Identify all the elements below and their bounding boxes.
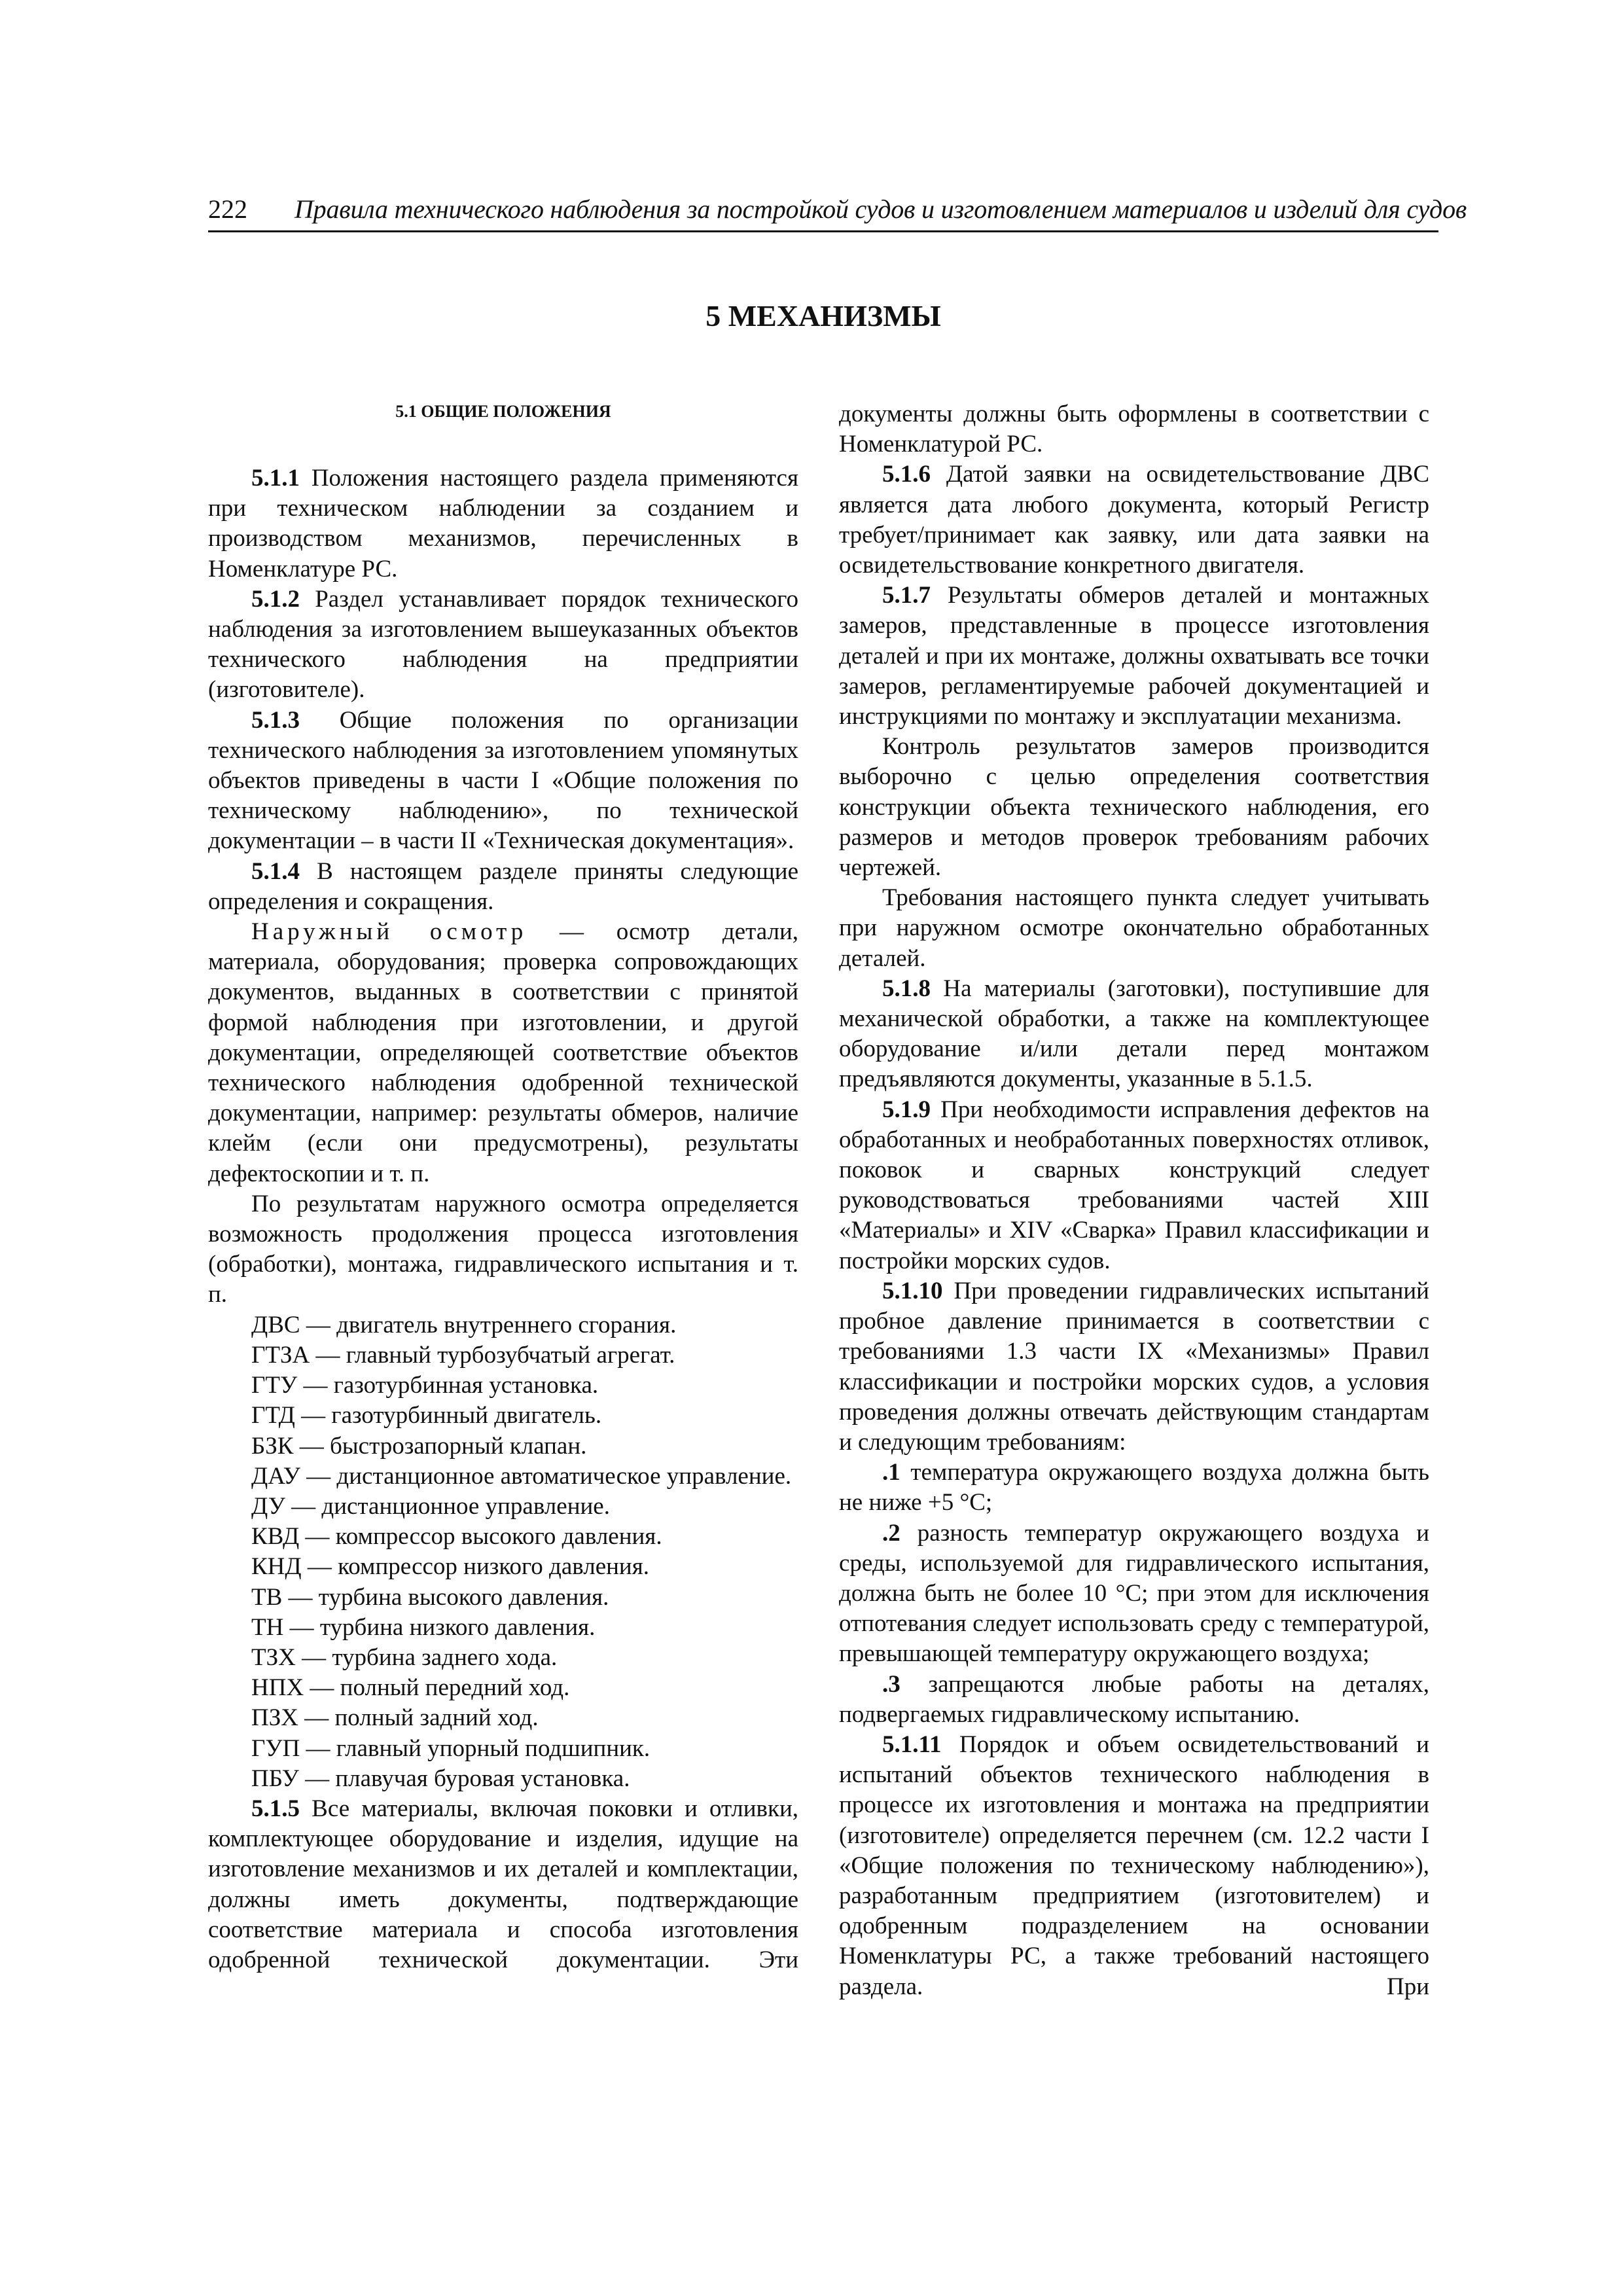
item-text: разность температур окружающего воздуха и среды, используемой для гидравлического испытания, должна быть не более 10 °С; при этом для исключения отпотевания следует использовать среду с температурой, превышающей температуру окружающего воздуха; <box>839 1519 1429 1668</box>
clause-text: Раздел устанавливает порядок технического наблюдения за изготовлением вышеуказанных объектов технического наблюдения на предприятии (изготовителе). <box>208 585 798 704</box>
abbreviation-item: ПЗХ — полный задний ход. <box>251 1704 539 1732</box>
clause-text: Все материалы, включая поковки и отливки, комплектующее оборудование и изделия, идущие на изготовление механизмов и их деталей и комплектации, должны иметь документы, подтверждающие соответствие материала и способа изготовления одобренной технической документации. Эти <box>208 1795 798 1973</box>
clause-number: 5.1.1 <box>251 465 300 492</box>
abbreviation-item: НПХ — полный передний ход. <box>251 1674 570 1702</box>
definition-outer-inspection <box>208 917 798 1189</box>
paragraph-requirements: Требования настоящего пункта следует учитывать при наружном осмотре окончательно обработанных деталей. <box>839 884 1429 972</box>
page-header <box>208 194 1467 232</box>
abbreviation-item: ДУ — дистанционное управление. <box>251 1492 610 1520</box>
paragraph-5-1-2 <box>208 584 798 706</box>
clause-number: 5.1.6 <box>882 461 931 488</box>
clause-number: 5.1.5 <box>251 1795 300 1822</box>
paragraph-5-1-10 <box>839 1276 1429 1458</box>
paragraph-results: По результатам наружного осмотра определяется возможность продолжения процесса изготовления (обработки), монтажа, гидравлического испытания и т. п. <box>208 1190 798 1308</box>
paragraph-5-1-8 <box>839 974 1429 1095</box>
paragraph-5-1-6 <box>839 459 1429 581</box>
clause-text: На материалы (заготовки), поступившие для механической обработки, а также на комплектующее оборудование и/или детали перед монтажом предъявляются документы, указанные в 5.1.5. <box>839 975 1429 1093</box>
clause-text: При необходимости исправления дефектов на обработанных и необработанных поверхностях отливок, поковок и сварных конструкций следует руководствоваться требованиями частей XIII «Материалы» и XIV «Сварка» Правил классификации и постройки морских судов. <box>839 1096 1429 1274</box>
abbreviation-list <box>208 1310 798 1794</box>
abbreviation-item: ГТЗА — главный турбозубчатый агрегат. <box>251 1341 675 1369</box>
item-number: .1 <box>882 1459 901 1486</box>
left-column <box>208 399 798 1975</box>
paragraph-5-1-11 <box>839 1730 1429 2002</box>
item-text: запрещаются любые работы на деталях, подвергаемых гидравлическому испытанию. <box>839 1670 1429 1728</box>
running-title: Правила технического наблюдения за постройкой судов и изготовлением материалов и изделий для судов <box>294 194 1467 224</box>
list-item-2 <box>839 1518 1429 1670</box>
abbreviation-item: ГУП — главный упорный подшипник. <box>251 1734 651 1762</box>
paragraph-5-1-3 <box>208 706 798 857</box>
item-text: температура окружающего воздуха должна быть не ниже +5 °С; <box>839 1459 1429 1516</box>
clause-text: В настоящем разделе приняты следующие определения и сокращения. <box>208 857 798 915</box>
clause-number: 5.1.9 <box>882 1096 931 1123</box>
clause-text: Положения настоящего раздела применяются при техническом наблюдении за созданием и производством механизмов, перечисленных в Номенклатуре РС. <box>208 465 798 583</box>
paragraph-5-1-4 <box>208 857 798 917</box>
abbreviation-item: БЗК — быстрозапорный клапан. <box>251 1432 587 1460</box>
clause-number: 5.1.4 <box>251 857 300 885</box>
clause-text: При проведении гидравлических испытаний пробное давление принимается в соответствии с требованиями 1.3 части IX «Механизмы» Правил классификации и постройки морских судов, а условия проведения должны отвечать действующим стандартам и следующим требованиям: <box>839 1277 1429 1456</box>
abbreviation-item: ТН — турбина низкого давления. <box>251 1613 596 1641</box>
paragraph-5-1-1 <box>208 463 798 584</box>
clause-text: Общие положения по организации технического наблюдения за изготовлением упомянутых объектов приведены в части I «Общие положения по техническому наблюдению», по технической документации – в части II «Техническая документация». <box>208 706 798 855</box>
abbreviation-item: ДВС — двигатель внутреннего сгорания. <box>251 1311 677 1338</box>
list-item-3 <box>839 1670 1429 1730</box>
page-number: 222 <box>208 194 247 224</box>
paragraph-control: Контроль результатов замеров производится выборочно с целью определения соответствия конструкции объекта технического наблюдения, его размеров и методов проверок требованиям рабочих чертежей. <box>839 733 1429 882</box>
clause-text: Датой заявки на освидетельствование ДВС является дата любого документа, который Регистр требует/принимает как заявку, или дата заявки на освидетельствование конкретного двигателя. <box>839 461 1429 579</box>
definition-text: — осмотр детали, материала, оборудования; проверка сопровождающих документов, выданных в соответствии с принятой формой наблюдения при изготовлении, и другой документации, определяющей соответствие объектов технического наблюдения одобренной технической документации, например: результаты обмеров, наличие клейм (если они предусмотрены), результаты дефектоскопии и т. п. <box>208 918 798 1187</box>
clause-text: Результаты обмеров деталей и монтажных замеров, представленные в процессе изготовления деталей и при их монтаже, должны охватывать все точки замеров, регламентируемые рабочей документацией и инструкциями по монтажу и эксплуатации механизма. <box>839 582 1429 730</box>
paragraph-5-1-5-continued: документы должны быть оформлены в соответствии с Номенклатурой РС. <box>839 401 1429 458</box>
paragraph-5-1-5 <box>208 1794 798 1975</box>
abbreviation-item: ГТУ — газотурбинная установка. <box>251 1372 599 1399</box>
item-number: .3 <box>882 1670 901 1698</box>
abbreviation-item: ГТД — газотурбинный двигатель. <box>251 1402 602 1429</box>
paragraph-5-1-9 <box>839 1095 1429 1276</box>
clause-number: 5.1.2 <box>251 585 300 613</box>
clause-number: 5.1.3 <box>251 706 300 734</box>
abbreviation-item: ТЗХ — турбина заднего хода. <box>251 1643 558 1671</box>
clause-text: Порядок и объем освидетельствований и испытаний объектов технического наблюдения в процессе их изготовления и монтажа на предприятии (изготовителе) определяется перечнем (см. 12.2 части I «Общие положения по техническому наблюдению»), разработанным предприятием (изготовителем) и одобренным подразделением на основании Номенклатуры РС, а также требований настоящего раздела. При <box>839 1731 1429 2000</box>
abbreviation-item: КНД — компрессор низкого давления. <box>251 1553 649 1581</box>
right-column <box>839 399 1429 2002</box>
abbreviation-item: ТВ — турбина высокого давления. <box>251 1583 609 1611</box>
defined-term: Наружный осмотр <box>251 918 527 946</box>
item-number: .2 <box>882 1519 901 1547</box>
paragraph-5-1-7 <box>839 581 1429 732</box>
abbreviation-item: ПБУ — плавучая буровая установка. <box>251 1765 630 1792</box>
clause-number: 5.1.7 <box>882 582 931 609</box>
clause-number: 5.1.8 <box>882 975 931 1002</box>
abbreviation-item: КВД — компрессор высокого давления. <box>251 1523 662 1551</box>
abbreviation-item: ДАУ — дистанционное автоматическое управление. <box>251 1462 792 1490</box>
list-item-1 <box>839 1458 1429 1518</box>
clause-number: 5.1.11 <box>882 1731 942 1758</box>
clause-number: 5.1.10 <box>882 1277 943 1304</box>
subsection-title: 5.1 ОБЩИЕ ПОЛОЖЕНИЯ <box>395 402 611 421</box>
section-title: 5 МЕХАНИЗМЫ <box>705 299 941 332</box>
